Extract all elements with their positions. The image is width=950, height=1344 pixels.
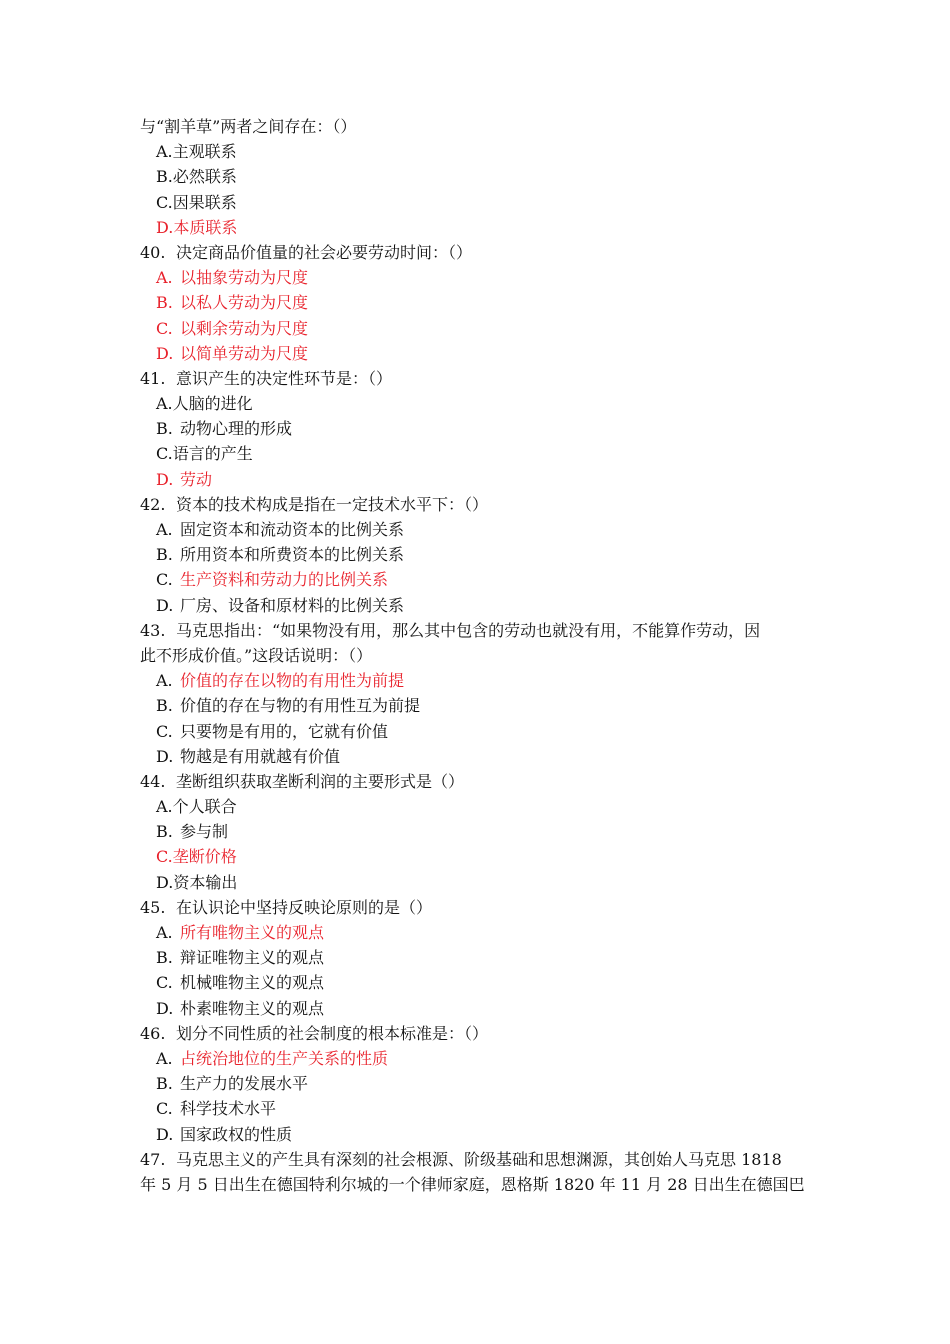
question-line <box>140 1172 812 1197</box>
question-line <box>140 643 812 668</box>
question-text: 意识产生的决定性环节是：（） <box>176 368 393 388</box>
answer-option <box>140 1046 812 1071</box>
option-text: A.个人联合 <box>156 797 237 817</box>
answer-option <box>140 567 812 592</box>
answer-option <box>140 920 812 945</box>
answer-option <box>140 316 812 341</box>
option-text: 固定资本和流动资本的比例关系 <box>180 520 405 539</box>
answer-option <box>140 517 812 542</box>
question-number: 42. <box>140 494 166 514</box>
option-text: 生产资料和劳动力的比例关系 <box>180 570 389 590</box>
answer-option <box>140 164 812 189</box>
option-text: 机械唯物主义的观点 <box>180 973 325 993</box>
option-letter: B. <box>156 948 173 968</box>
question-text: 在认识论中坚持反映论原则的是（） <box>176 897 433 917</box>
option-letter: D. <box>156 343 174 363</box>
question-text: 此不形成价值。”这段话说明：（） <box>140 645 373 665</box>
option-text: A.人脑的进化 <box>156 394 253 414</box>
option-text: C.因果联系 <box>156 192 237 212</box>
question-text: 年 5 月 5 日出生在德国特利尔城的一个律师家庭，恩格斯 1820 年 11 月 28 日出生在德国巴 <box>140 1174 805 1194</box>
answer-option <box>140 215 812 240</box>
option-text: 辩证唯物主义的观点 <box>180 948 325 968</box>
answer-option <box>140 290 812 315</box>
answer-option <box>140 1096 812 1121</box>
answer-option <box>140 467 812 492</box>
answer-option <box>140 945 812 970</box>
answer-option <box>140 794 812 819</box>
document-body <box>140 114 812 1197</box>
option-letter: C. <box>156 318 173 338</box>
question-text: 决定商品价值量的社会必要劳动时间：（） <box>176 242 473 262</box>
question-number: 47. <box>140 1149 166 1169</box>
question-line <box>140 492 812 517</box>
option-text: 以抽象劳动为尺度 <box>180 268 309 288</box>
option-text: A.主观联系 <box>156 142 237 162</box>
question-line <box>140 895 812 920</box>
option-letter: A. <box>156 1048 173 1068</box>
option-text: 科学技术水平 <box>180 1099 277 1119</box>
answer-option <box>140 693 812 718</box>
question-text: 与“割羊草”两者之间存在：（） <box>140 117 357 136</box>
question-number: 43. <box>140 620 166 640</box>
question-number: 44. <box>140 771 166 791</box>
option-letter: B. <box>156 822 173 842</box>
answer-option <box>140 1122 812 1147</box>
answer-option <box>140 819 812 844</box>
answer-option <box>140 593 812 618</box>
option-text: 动物心理的形成 <box>180 419 293 439</box>
question-text: 马克思指出：“如果物没有用，那么其中包含的劳动也就没有用，不能算作劳动，因 <box>176 620 761 640</box>
option-text: 国家政权的性质 <box>180 1124 293 1144</box>
option-text: C.语言的产生 <box>156 444 253 464</box>
answer-option <box>140 996 812 1021</box>
option-letter: D. <box>156 746 174 766</box>
option-letter: B. <box>156 293 173 313</box>
option-letter: B. <box>156 545 173 565</box>
option-letter: C. <box>156 570 173 590</box>
option-letter: C. <box>156 1099 173 1119</box>
question-line <box>140 1147 812 1172</box>
option-text: 参与制 <box>180 822 229 842</box>
option-text: D.资本输出 <box>156 872 238 892</box>
option-text: D.本质联系 <box>156 217 238 237</box>
answer-option <box>140 719 812 744</box>
question-line <box>140 769 812 794</box>
answer-option <box>140 844 812 869</box>
answer-option <box>140 265 812 290</box>
option-text: 只要物是有用的，它就有价值 <box>180 721 389 741</box>
option-letter: B. <box>156 1074 173 1094</box>
question-text: 划分不同性质的社会制度的根本标准是：（） <box>176 1023 489 1043</box>
option-text: 物越是有用就越有价值 <box>180 746 341 766</box>
question-number: 45. <box>140 897 166 917</box>
option-letter: B. <box>156 696 173 716</box>
option-letter: A. <box>156 671 173 691</box>
option-text: B.必然联系 <box>156 167 237 187</box>
option-text: 以简单劳动为尺度 <box>180 343 309 363</box>
answer-option <box>140 870 812 895</box>
option-text: 劳动 <box>180 469 213 489</box>
option-text: 价值的存在与物的有用性互为前提 <box>180 696 421 716</box>
option-text: 价值的存在以物的有用性为前提 <box>180 671 405 691</box>
question-text: 资本的技术构成是指在一定技术水平下：（） <box>176 494 489 514</box>
answer-option <box>140 391 812 416</box>
option-text: C.垄断价格 <box>156 847 237 867</box>
question-line <box>140 240 812 265</box>
question-line <box>140 618 812 643</box>
option-text: 以私人劳动为尺度 <box>180 293 309 313</box>
answer-option <box>140 542 812 567</box>
question-text: 垄断组织获取垄断利润的主要形式是（） <box>176 771 465 791</box>
option-text: 占统治地位的生产关系的性质 <box>180 1048 389 1068</box>
answer-option <box>140 139 812 164</box>
option-letter: D. <box>156 998 174 1018</box>
option-letter: B. <box>156 419 173 439</box>
question-line <box>140 1021 812 1046</box>
option-letter: D. <box>156 469 174 489</box>
option-letter: C. <box>156 721 173 741</box>
answer-option <box>140 970 812 995</box>
question-line <box>140 366 812 391</box>
answer-option <box>140 441 812 466</box>
option-letter: C. <box>156 973 173 993</box>
answer-option <box>140 668 812 693</box>
option-letter: A. <box>156 268 173 288</box>
question-number: 46. <box>140 1023 166 1043</box>
option-text: 生产力的发展水平 <box>180 1074 309 1094</box>
answer-option <box>140 341 812 366</box>
option-text: 所用资本和所费资本的比例关系 <box>180 545 405 565</box>
option-letter: D. <box>156 1124 174 1144</box>
question-text: 马克思主义的产生具有深刻的社会根源、阶级基础和思想渊源，其创始人马克思 1818 <box>176 1149 782 1169</box>
answer-option <box>140 416 812 441</box>
option-text: 厂房、设备和原材料的比例关系 <box>180 595 405 615</box>
option-text: 朴素唯物主义的观点 <box>180 998 325 1018</box>
option-letter: D. <box>156 595 174 615</box>
question-number: 41. <box>140 368 166 388</box>
answer-option <box>140 1071 812 1096</box>
question-line <box>140 114 812 139</box>
option-letter: A. <box>156 520 173 539</box>
option-letter: A. <box>156 923 173 942</box>
answer-option <box>140 744 812 769</box>
answer-option <box>140 190 812 215</box>
option-text: 以剩余劳动为尺度 <box>180 318 309 338</box>
option-text: 所有唯物主义的观点 <box>180 923 325 942</box>
question-number: 40. <box>140 242 166 262</box>
